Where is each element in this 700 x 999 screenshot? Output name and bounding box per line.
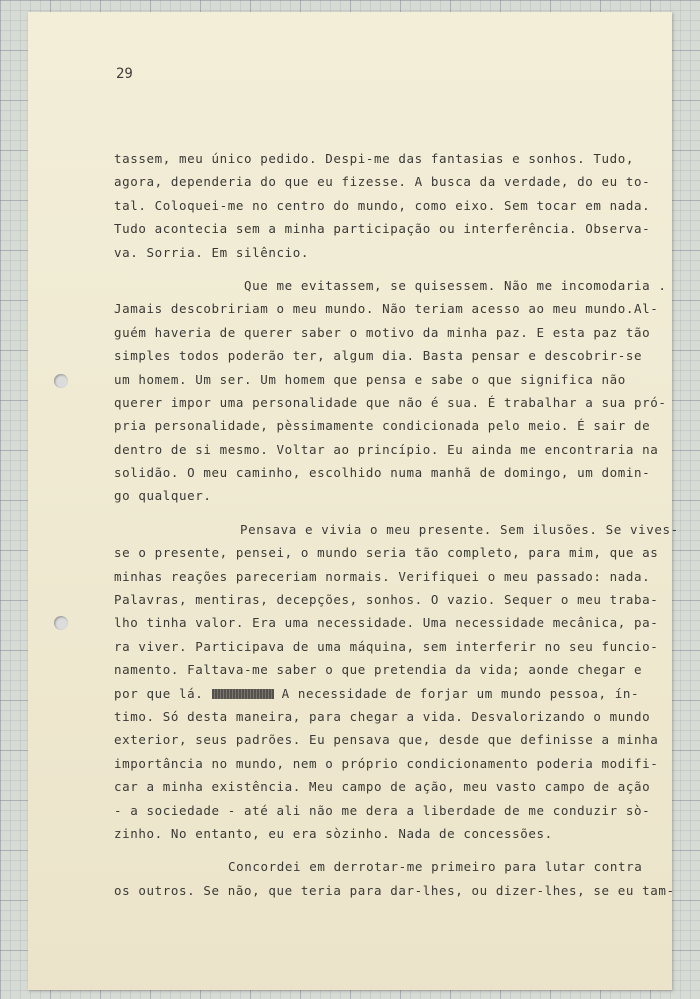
text-line: namento. Faltava-me saber o que pretendia da vida; aonde chegar e [114, 662, 643, 678]
text-line: lho tinha valor. Era uma necessidade. Uma necessidade mecânica, pa- [114, 615, 659, 631]
text-line: Tudo acontecia sem a minha participação ou interferência. Observa- [114, 221, 651, 237]
text-line: pria personalidade, pèssimamente condicionada pelo meio. É sair de [114, 418, 651, 434]
text-line: Pensava e vivia o meu presente. Sem ilusões. Se vives- [240, 521, 679, 537]
text-line: os outros. Se não, que teria para dar-lhes, ou dizer-lhes, se eu tam- [114, 882, 675, 898]
punch-hole [54, 616, 68, 630]
text-line: Que me evitassem, se quisessem. Não me incomodaria . [244, 277, 667, 293]
text-line: ra viver. Participava de uma máquina, sem interferir no seu funcio- [114, 638, 659, 654]
page-number: 29 [116, 66, 133, 82]
text-line: importância no mundo, nem o próprio condicionamento poderia modifi- [114, 755, 659, 771]
text-fragment: por que lá. [114, 685, 212, 701]
paragraph [114, 147, 654, 264]
text-line: Jamais descobririam o meu mundo. Não teriam acesso ao meu mundo.Al- [114, 301, 659, 317]
paragraph [114, 274, 667, 508]
text-line-with-strikeout [114, 682, 654, 705]
text-line: car a minha existência. Meu campo de ação, meu vasto campo de ação [114, 779, 651, 795]
text-line: - a sociedade - até ali não me dera a liberdade de me conduzir sò- [114, 802, 651, 818]
struck-out-word [212, 689, 274, 699]
text-line: simples todos poderão ter, algum dia. Basta pensar e descobrir-se [114, 348, 643, 364]
text-line: se o presente, pensei, o mundo seria tão completo, para mim, que as [114, 545, 659, 561]
text-line: querer impor uma personalidade que não é sua. É trabalhar a sua pró- [114, 394, 667, 410]
typed-text-body [114, 147, 679, 902]
text-line: go qualquer. [114, 488, 212, 504]
text-line: tal. Coloquei-me no centro do mundo, como eixo. Sem tocar em nada. [114, 197, 651, 213]
text-line: um homem. Um ser. Um homem que pensa e sabe o que significa não [114, 371, 626, 387]
text-line: Concordei em derrotar-me primeiro para lutar contra [228, 859, 643, 875]
text-line: agora, dependeria do que eu fizesse. A busca da verdade, do eu to- [114, 174, 651, 190]
punch-hole [54, 374, 68, 388]
text-line: va. Sorria. Em silêncio. [114, 244, 310, 260]
text-line: solidão. O meu caminho, escolhido numa manhã de domingo, um domin- [114, 465, 651, 481]
text-line: Palavras, mentiras, decepções, sonhos. O vazio. Sequer o meu traba- [114, 592, 659, 608]
paragraph [114, 855, 675, 902]
text-line: minhas reações pareceriam normais. Verifiquei o meu passado: nada. [114, 568, 651, 584]
text-line: dentro de si mesmo. Voltar ao princípio. Eu ainda me encontraria na [114, 441, 659, 457]
text-fragment: A necessidade de forjar um mundo pessoa, ín- [273, 685, 640, 701]
text-line: zinho. No entanto, eu era sòzinho. Nada de concessões. [114, 825, 553, 841]
text-line: tassem, meu único pedido. Despi-me das fantasias e sonhos. Tudo, [114, 151, 635, 166]
text-line: guém haveria de querer saber o motivo da minha paz. E esta paz tão [114, 324, 651, 340]
paper-sheet [28, 12, 679, 990]
text-line: exterior, seus padrões. Eu pensava que, desde que definisse a minha [114, 732, 659, 748]
text-line: timo. Só desta maneira, para chegar a vida. Desvalorizando o mundo [114, 708, 651, 724]
paragraph [114, 518, 679, 845]
